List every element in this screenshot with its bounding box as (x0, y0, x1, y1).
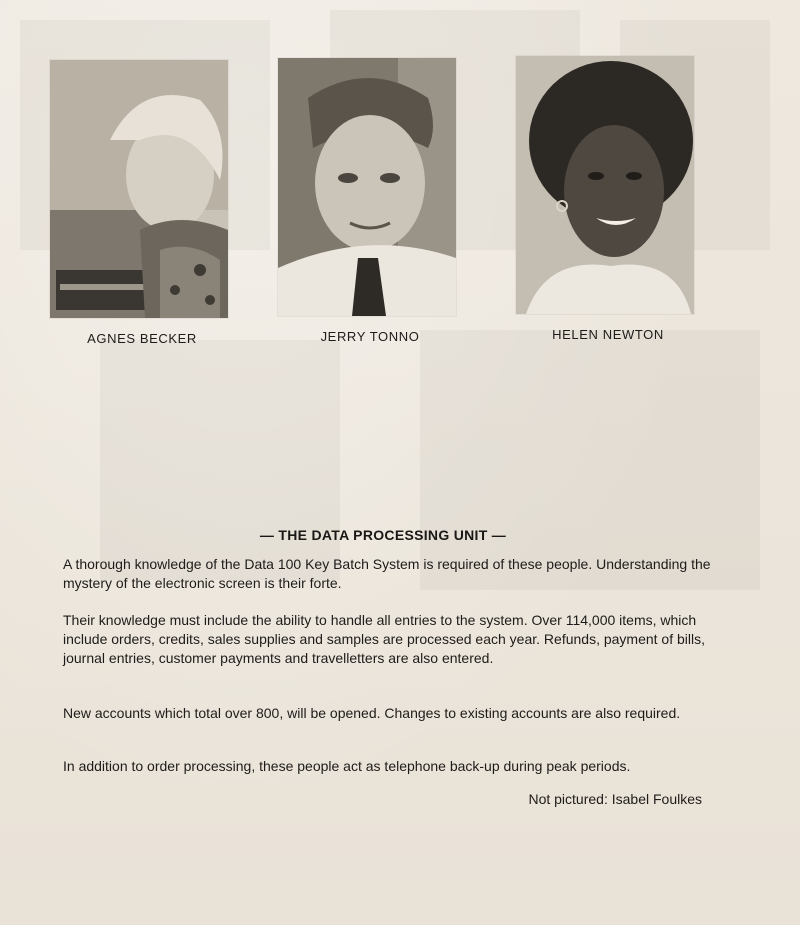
bleed-through-shape (100, 340, 340, 580)
caption-helen-newton: HELEN NEWTON (552, 327, 664, 342)
portrait-image (278, 58, 456, 316)
section-heading: — THE DATA PROCESSING UNIT — (259, 527, 507, 543)
paragraph-new-accounts: New accounts which total over 800, will be opened. Changes to existing accounts are also required. (63, 705, 681, 721)
paragraph-telephone-backup: In addition to order processing, these people act as telephone back-up during peak periods. (63, 758, 631, 774)
caption-jerry-tonno: JERRY TONNO (320, 329, 420, 344)
caption-agnes-becker: AGNES BECKER (87, 331, 197, 346)
portrait-image (50, 60, 228, 318)
portrait-photo-agnes-becker (50, 60, 228, 318)
bleed-through-shape (420, 330, 760, 590)
portrait-image (516, 56, 694, 314)
paragraph-system-knowledge: A thorough knowledge of the Data 100 Key Batch System is required of these people. Understanding the mystery of the electronic screen is their forte. (63, 556, 711, 591)
portrait-photo-helen-newton (516, 56, 694, 314)
paragraph-entries: Their knowledge must include the ability to handle all entries to the system. Over 114,000 items, which include orders, credits, sales supplies and samples are processed each year. Refunds, payment of bills, journal entries, customer payments and travelletters are also entered. (63, 612, 706, 666)
portrait-photo-jerry-tonno (278, 58, 456, 316)
not-pictured-note: Not pictured: Isabel Foulkes (528, 791, 702, 807)
